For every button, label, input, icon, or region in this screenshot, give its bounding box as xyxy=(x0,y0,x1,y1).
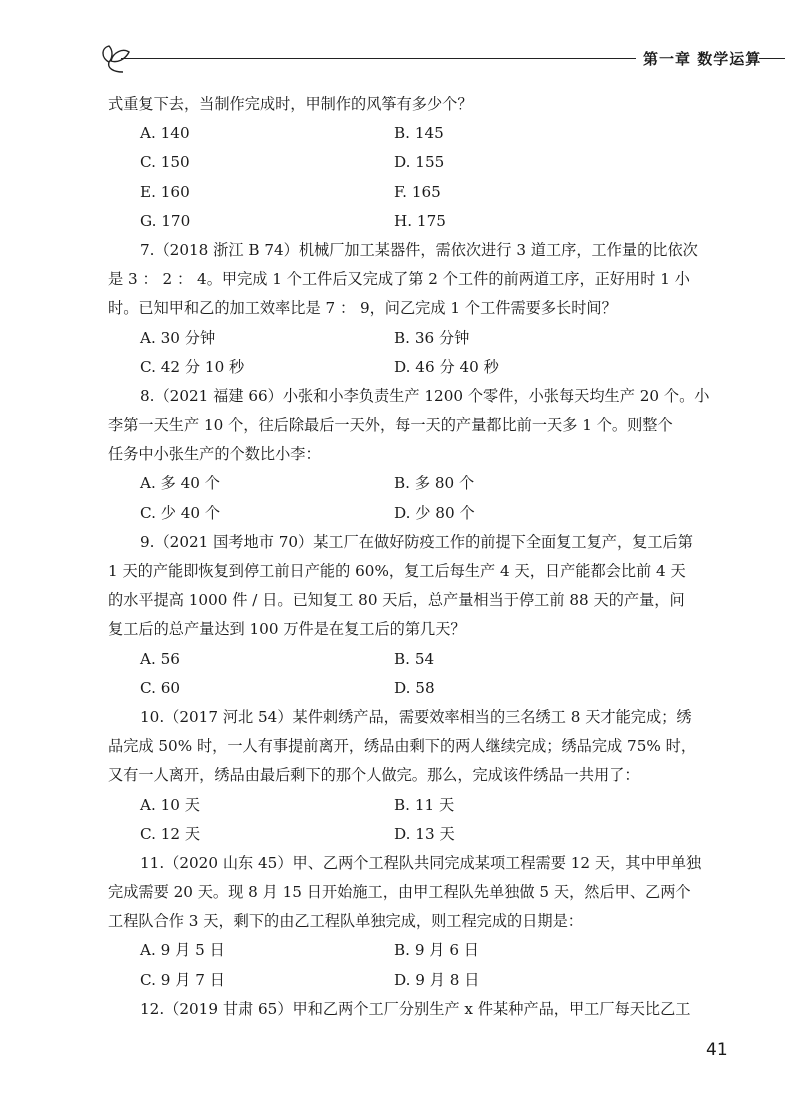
answer-option: F. 165 xyxy=(394,182,441,201)
answer-option: B. 多 80 个 xyxy=(394,474,475,493)
answer-option: D. 13 天 xyxy=(394,824,455,843)
options-row xyxy=(108,324,710,353)
answer-option: D. 9 月 8 日 xyxy=(394,970,480,989)
options-row xyxy=(108,820,710,849)
answer-option: B. 9 月 6 日 xyxy=(394,941,479,960)
chapter-title: 第一章 数学运算 xyxy=(643,50,762,68)
answer-option: C. 9 月 7 日 xyxy=(140,970,225,989)
answer-option: A. 多 40 个 xyxy=(140,474,220,493)
answer-option: C. 150 xyxy=(140,153,190,172)
text-line: 品完成 50% 时，一人有事提前离开，绣品由剩下的两人继续完成；绣品完成 75% 时， xyxy=(108,737,697,756)
text-line: 复工后的总产量达到 100 万件是在复工后的第几天？ xyxy=(108,620,466,639)
options-row xyxy=(108,207,710,236)
text-line: 1 天的产能即恢复到停工前日产能的 60%，复工后每生产 4 天，日产能都会比前 4 天 xyxy=(108,562,686,580)
answer-option: D. 少 80 个 xyxy=(394,503,475,522)
question-start-line: 11.（2020 山东 45）甲、乙两个工程队共同完成某项工程需要 12 天，其中甲单独 xyxy=(140,853,702,872)
options-row xyxy=(108,674,710,703)
answer-option: E. 160 xyxy=(140,182,190,201)
answer-option: B. 145 xyxy=(394,124,444,143)
options-row xyxy=(108,148,710,177)
answer-option: B. 11 天 xyxy=(394,795,455,814)
text-line: 是 3 ： 2 ： 4。甲完成 1 个工件后又完成了第 2 个工件的前两道工序，正好用时 1 小 xyxy=(108,270,690,289)
options-row xyxy=(108,645,710,674)
text-line: 的水平提高 1000 件 / 日。已知复工 80 天后，总产量相当于停工前 88 天的产量，问 xyxy=(108,591,685,610)
answer-option: G. 170 xyxy=(140,211,191,230)
text-line: 时。已知甲和乙的加工效率比是 7 ： 9，问乙完成 1 个工件需要多长时间？ xyxy=(108,299,617,318)
page-header xyxy=(95,36,785,76)
answer-option: A. 10 天 xyxy=(140,795,200,814)
text-line: 又有一人离开，绣品由最后剩下的那个人做完。那么，完成该件绣品一共用了： xyxy=(108,766,640,785)
question-start-line: 9.（2021 国考地市 70）某工厂在做好防疫工作的前提下全面复工复产，复工后第 xyxy=(140,532,693,551)
options-row xyxy=(108,178,710,207)
answer-option: D. 46 分 40 秒 xyxy=(394,357,499,376)
answer-option: A. 30 分钟 xyxy=(140,328,216,347)
text-line: 李第一天生产 10 个，往后除最后一天外，每一天的产量都比前一天多 1 个。则整个 xyxy=(108,416,673,435)
answer-option: C. 12 天 xyxy=(140,824,201,843)
header-rule-right xyxy=(759,58,785,59)
options-row xyxy=(108,353,710,382)
options-row xyxy=(108,791,710,820)
page-number: 41 xyxy=(706,1040,728,1060)
answer-option: A. 140 xyxy=(140,124,190,143)
answer-option: C. 60 xyxy=(140,678,181,697)
options-row xyxy=(108,119,710,148)
answer-option: C. 少 40 个 xyxy=(140,503,221,522)
answer-option: D. 155 xyxy=(394,153,445,172)
answer-option: B. 36 分钟 xyxy=(394,328,470,347)
question-start-line: 7.（2018 浙江 B 74）机械厂加工某器件，需依次进行 3 道工序，工作量的比依次 xyxy=(140,240,698,259)
question-start-line: 10.（2017 河北 54）某件刺绣产品，需要效率相当的三名绣工 8 天才能完成；绣 xyxy=(140,707,692,726)
question-start-line: 12.（2019 甘肃 65）甲和乙两个工厂分别生产 x 件某种产品，甲工厂每天比乙工 xyxy=(140,999,691,1018)
text-line: 任务中小张生产的个数比小李： xyxy=(108,445,321,464)
answer-option: B. 54 xyxy=(394,649,435,668)
answer-option: A. 9 月 5 日 xyxy=(140,941,225,960)
text-line: 工程队合作 3 天，剩下的由乙工程队单独完成，则工程完成的日期是： xyxy=(108,912,583,931)
header-rule-left xyxy=(121,58,636,59)
answer-option: C. 42 分 10 秒 xyxy=(140,357,245,376)
text-line: 完成需要 20 天。现 8 月 15 日开始施工，由甲工程队先单独做 5 天，然后甲、乙两个 xyxy=(108,883,691,902)
answer-option: H. 175 xyxy=(394,211,446,230)
sprout-icon xyxy=(95,36,135,76)
options-row xyxy=(108,966,710,995)
question-start-line: 8.（2021 福建 66）小张和小李负责生产 1200 个零件，小张每天均生产 20 个。小 xyxy=(140,386,710,405)
page-body xyxy=(108,90,710,1024)
options-row xyxy=(108,469,710,498)
text-line: 式重复下去，当制作完成时，甲制作的风筝有多少个？ xyxy=(108,95,473,113)
options-row xyxy=(108,499,710,528)
answer-option: D. 58 xyxy=(394,678,435,697)
options-row xyxy=(108,936,710,965)
answer-option: A. 56 xyxy=(140,649,180,668)
